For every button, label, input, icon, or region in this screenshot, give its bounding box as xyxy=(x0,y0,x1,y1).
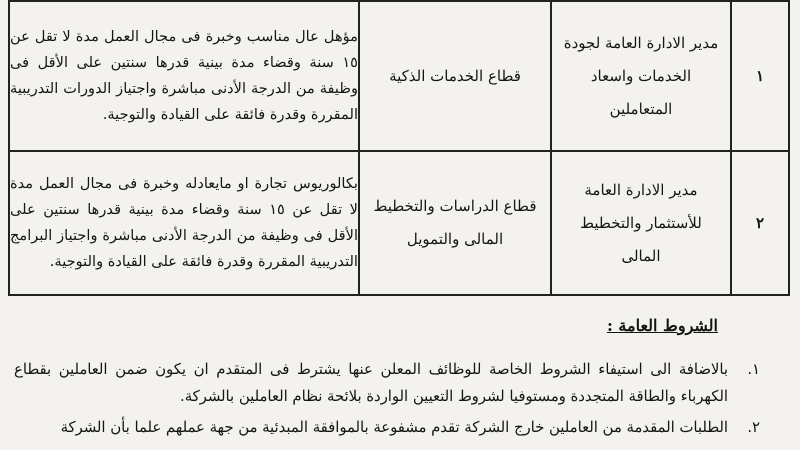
list-item-number: ٢. xyxy=(747,419,760,436)
job-title-text: مدير الادارة العامة للأستثمار والتخطيط المالى xyxy=(580,180,702,265)
job-title-cell xyxy=(551,151,731,295)
job-title-text: مدير الادارة العامة لجودة الخدمات واسعاد المتعاملين xyxy=(563,33,719,118)
jobs-table xyxy=(8,0,790,296)
sector-cell xyxy=(359,1,551,151)
job-title-cell xyxy=(551,1,731,151)
list-item xyxy=(14,356,760,410)
sector-text: قطاع الخدمات الذكية xyxy=(389,66,521,85)
row-number-cell: ١ xyxy=(731,1,789,151)
sector-cell xyxy=(359,151,551,295)
sector-text: قطاع الدراسات والتخطيط المالى والتمويل xyxy=(373,197,537,248)
list-item-text: بالاضافة الى استيفاء الشروط الخاصة للوظائف المعلن عنها يشترط فى المتقدم ان يكون ضمن العاملين بقطاع الكهرباء والطاقة المتجددة ومستوفيا لشروط التعيين الواردة بلائحة نظام العاملين بالشركة. xyxy=(14,361,728,405)
row-number-cell: ٢ xyxy=(731,151,789,295)
requirements-cell: مؤهل عال مناسب وخبرة فى مجال العمل مدة لا تقل عن ١٥ سنة وقضاء مدة بينية قدرها سنتين على الأقل فى وظيفة من الدرجة الأدنى مباشرة واجتياز الدورات التدريبية المقررة وقدرة فائقة على القيادة والتوجية. xyxy=(9,1,359,151)
list-item-number: ١. xyxy=(747,361,760,378)
requirements-cell: بكالوريوس تجارة او مايعادله وخبرة فى مجال العمل مدة لا تقل عن ١٥ سنة وقضاء مدة بينية قدرها سنتين على الأقل فى وظيفة من الدرجة الأدنى مباشرة واجتياز البرامج التدريبية المقررة وقدرة فائقة على القيادة والتوجية. xyxy=(9,151,359,295)
table-row xyxy=(9,1,789,151)
table-row xyxy=(9,151,789,295)
general-conditions-heading: الشروط العامة : xyxy=(606,316,718,335)
list-item xyxy=(14,414,760,441)
general-conditions-list xyxy=(14,356,760,441)
list-item-text: الطلبات المقدمة من العاملين خارج الشركة تقدم مشفوعة بالموافقة المبدئية من جهة عملهم علما بأن الشركة xyxy=(60,419,728,436)
